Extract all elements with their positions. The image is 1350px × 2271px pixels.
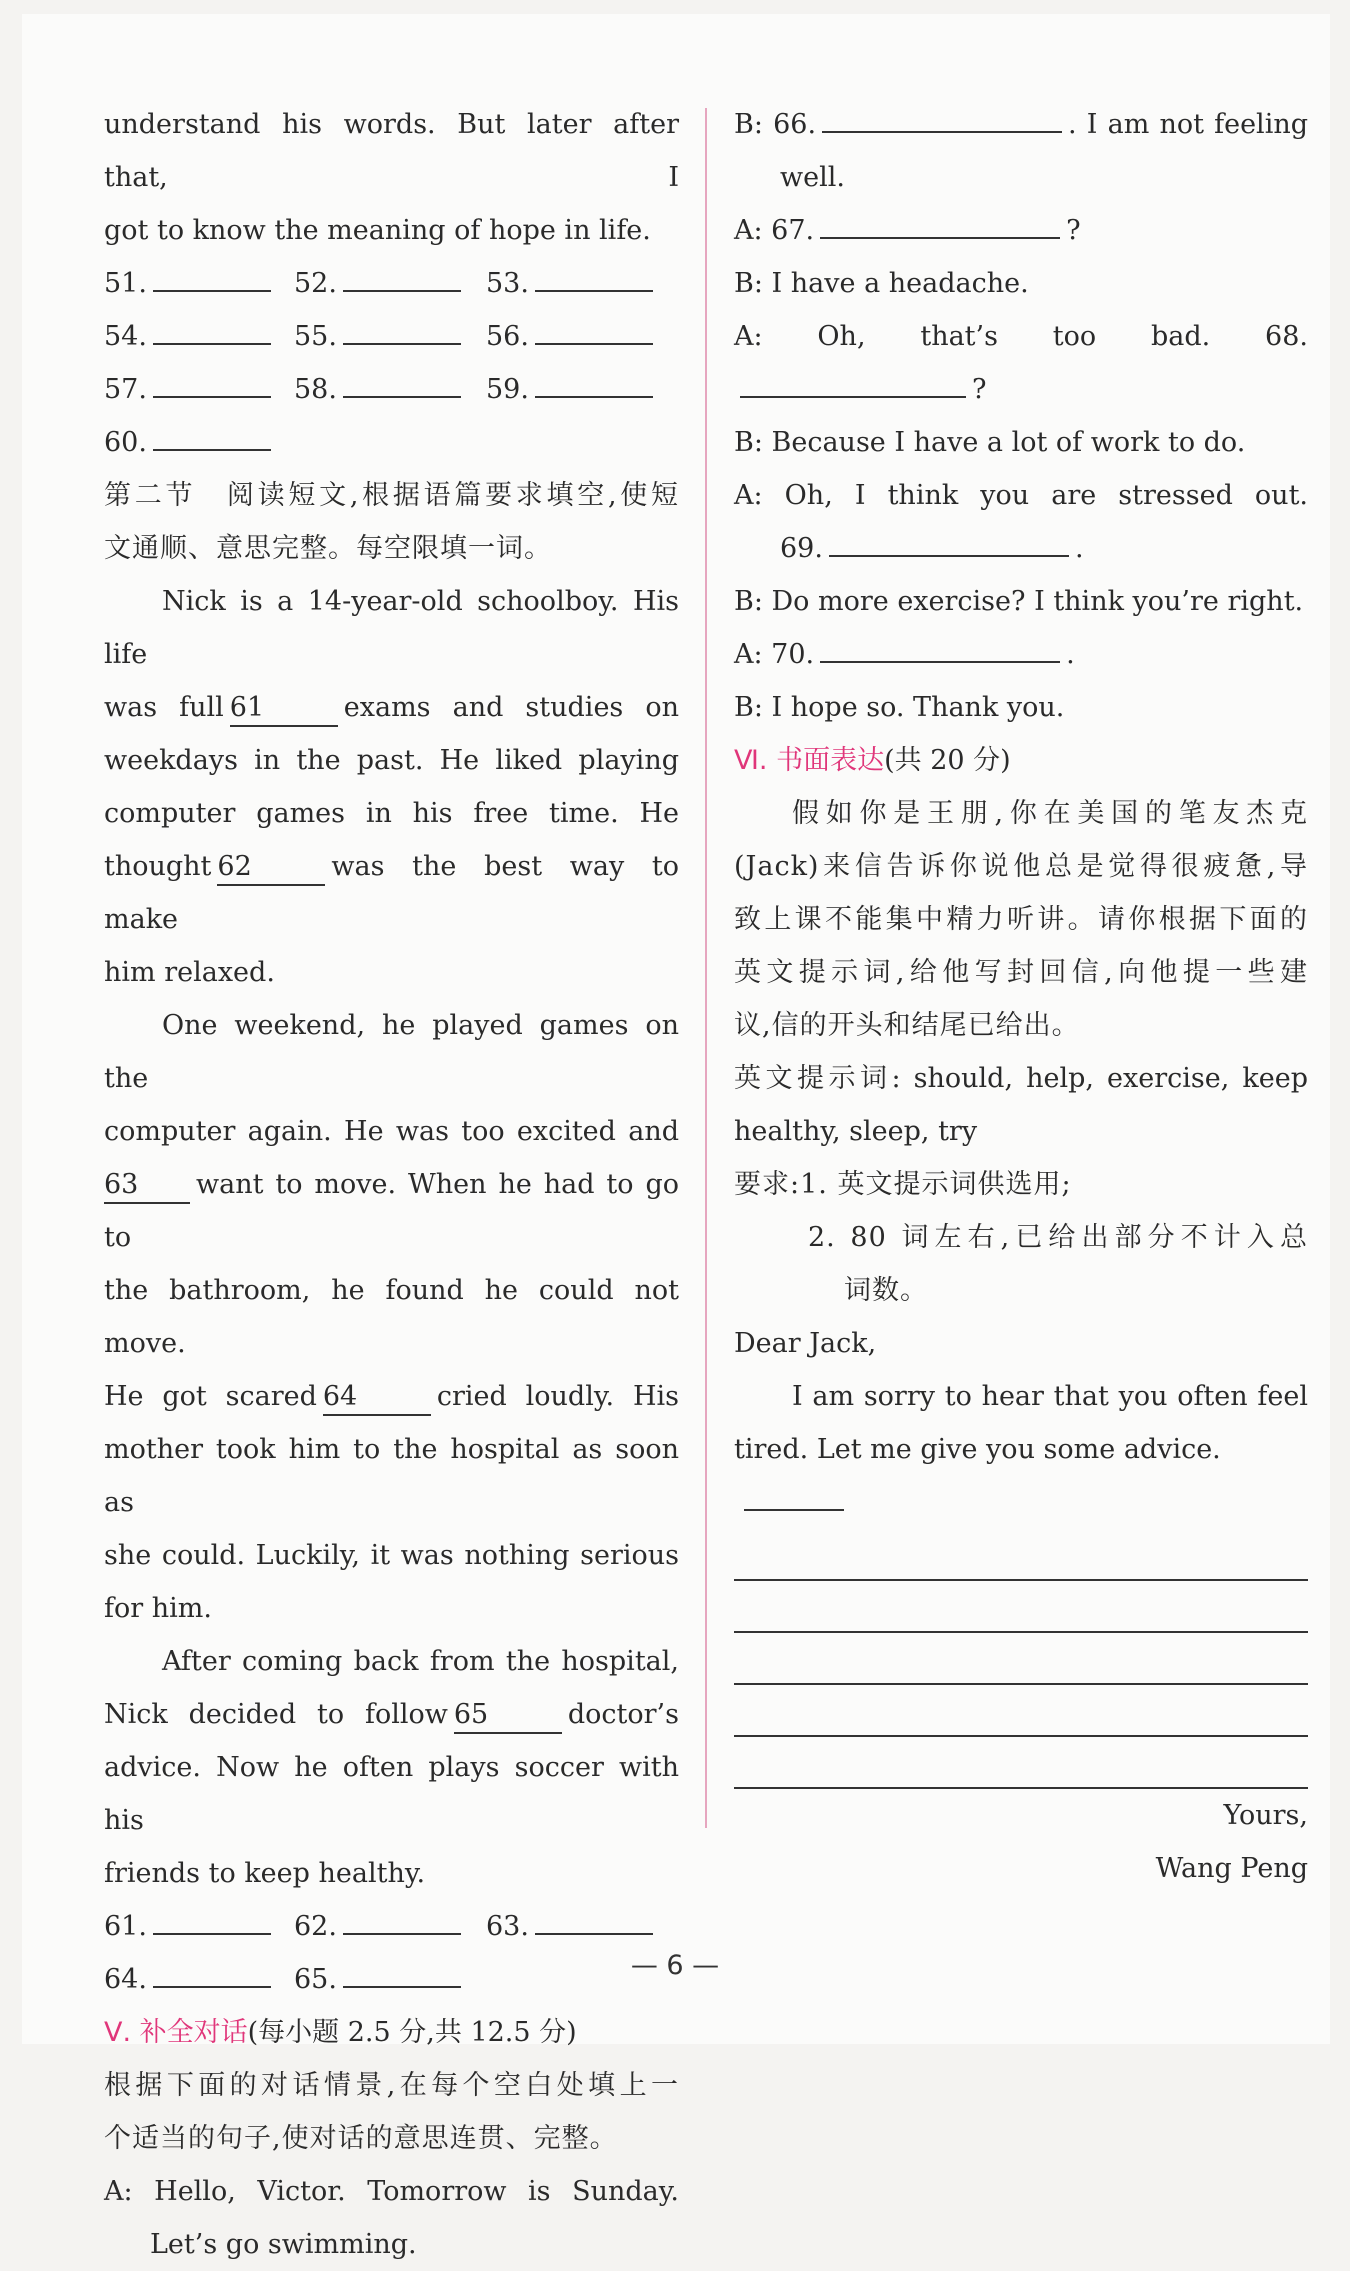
- answer-slot[interactable]: 52.: [294, 257, 486, 310]
- writing-line[interactable]: [734, 1633, 1308, 1685]
- answer-slot[interactable]: 63.: [486, 1900, 679, 1953]
- dialog-line: A: Hello, Victor. Tomorrow is Sunday.: [104, 2176, 679, 2207]
- writing-prompt: 议,信的开头和结尾已给出。: [734, 1010, 1080, 1041]
- answer-slot[interactable]: 53.: [486, 257, 679, 310]
- answer-slot[interactable]: 61.: [104, 1900, 294, 1953]
- dialog-line: A: Oh, I think you are stressed out.: [734, 480, 1308, 511]
- intro-line: got to know the meaning of hope in life.: [104, 215, 651, 246]
- left-column: [104, 98, 679, 2271]
- answer-slot[interactable]: 51.: [104, 257, 294, 310]
- writing-prompt: 假如你是王朋,你在美国的笔友杰克: [792, 798, 1308, 829]
- requirement: 要求:1. 英文提示词供选用;: [734, 1169, 1072, 1200]
- dialog-line: B: I hope so. Thank you.: [734, 692, 1065, 723]
- writing-line[interactable]: [734, 1685, 1308, 1737]
- letter-closing: Yours,: [1223, 1800, 1308, 1831]
- keywords: healthy, sleep, try: [734, 1116, 978, 1147]
- section-desc: 根据下面的对话情景,在每个空白处填上一: [104, 2070, 679, 2101]
- answer-slot[interactable]: 54.: [104, 310, 294, 363]
- section-desc: 个适当的句子,使对话的意思连贯、完整。: [104, 2123, 618, 2154]
- writing-line[interactable]: [734, 1737, 1308, 1789]
- answer-slot[interactable]: 57.: [104, 363, 294, 416]
- section-heading-v: Ⅴ. 补全对话(每小题 2.5 分,共 12.5 分): [104, 2017, 577, 2048]
- dialog-line: 69. .: [734, 522, 1308, 575]
- answer-line-67[interactable]: [820, 209, 1060, 239]
- dialog-line: A: Oh, that’s too bad. 68.?: [734, 321, 1308, 405]
- blank-61[interactable]: 61: [230, 691, 338, 727]
- answer-grid-51-60: [104, 257, 679, 469]
- letter-line: tired. Let me give you some advice.: [734, 1423, 1308, 1529]
- dialog-line: A: 67. ?: [734, 204, 1308, 257]
- requirement: 2. 80 词左右,已给出部分不计入总: [808, 1222, 1308, 1253]
- section-heading: 第二节 阅读短文,根据语篇要求填空,使短: [104, 480, 679, 511]
- dialog-line: well.: [780, 162, 845, 193]
- intro-line: understand his words. But later after that, I: [104, 109, 679, 193]
- reading-passage: Nick is a 14-year-old schoolboy. His life was full 61 exams and studies on weekdays in the past. He liked playing computer games in his free time. He thought 62 was the best way to make him relaxed. One weekend, he played games on the computer again. He was too excited and 63 want to move. When he had to go to the bathroom, he found he could not move. He got scared 64 cried loudly. His mother took him to the hospital as soon as she could. Luckily, it was nothing serious for him. After coming back from the hospital, Nick decided to follow 65 doctor’s advice. Now he often plays soccer with his friends to keep healthy.: [104, 586, 679, 1889]
- blank-65[interactable]: 65: [454, 1698, 562, 1734]
- writing-prompt: (Jack)来信告诉你说他总是觉得很疲惫,导: [734, 851, 1308, 882]
- answer-slot[interactable]: 65.: [294, 1953, 486, 2006]
- answer-line-68[interactable]: [740, 368, 966, 398]
- answer-line-70[interactable]: [820, 633, 1060, 663]
- writing-line[interactable]: [734, 1529, 1308, 1581]
- blank-63[interactable]: 63: [104, 1168, 190, 1204]
- dialog-line: B: 66. . I am not feeling: [734, 98, 1308, 151]
- answer-slot[interactable]: 59.: [486, 363, 679, 416]
- writing-prompt: 英文提示词,给他写封回信,向他提一些建: [734, 957, 1308, 988]
- answer-line-69[interactable]: [829, 527, 1069, 557]
- dialog-line: B: Because I have a lot of work to do.: [734, 427, 1246, 458]
- requirement: 词数。: [844, 1275, 928, 1306]
- answer-line-66[interactable]: [822, 103, 1062, 133]
- column-divider: [705, 108, 707, 1828]
- dialog-line: B: Do more exercise? I think you’re right.: [734, 586, 1304, 617]
- dialog-line: Let’s go swimming.: [150, 2229, 417, 2260]
- writing-area[interactable]: [734, 1529, 1308, 1789]
- letter-greeting: Dear Jack,: [734, 1328, 877, 1359]
- dialog-line: B: I have a headache.: [734, 268, 1029, 299]
- writing-line[interactable]: [734, 1581, 1308, 1633]
- answer-slot[interactable]: 56.: [486, 310, 679, 363]
- answer-slot[interactable]: 60.: [104, 416, 294, 469]
- blank-64[interactable]: 64: [323, 1380, 431, 1416]
- page-number: — 6 —: [630, 1950, 720, 1981]
- writing-line[interactable]: [744, 1481, 844, 1511]
- section-heading-vi: Ⅵ. 书面表达(共 20 分): [734, 745, 1011, 776]
- blank-62[interactable]: 62: [217, 850, 325, 886]
- letter-signature: Wang Peng: [1155, 1853, 1308, 1884]
- answer-slot[interactable]: 64.: [104, 1953, 294, 2006]
- answer-slot[interactable]: 55.: [294, 310, 486, 363]
- dialog-line: A: 70. .: [734, 628, 1308, 681]
- answer-slot[interactable]: 62.: [294, 1900, 486, 1953]
- section-heading: 文通顺、意思完整。每空限填一词。: [104, 533, 552, 564]
- right-column: [734, 98, 1308, 1895]
- keywords: 英文提示词: should, help, exercise, keep: [734, 1063, 1308, 1094]
- writing-prompt: 致上课不能集中精力听讲。请你根据下面的: [734, 904, 1308, 935]
- answer-slot[interactable]: 58.: [294, 363, 486, 416]
- letter-line: I am sorry to hear that you often feel: [792, 1381, 1308, 1412]
